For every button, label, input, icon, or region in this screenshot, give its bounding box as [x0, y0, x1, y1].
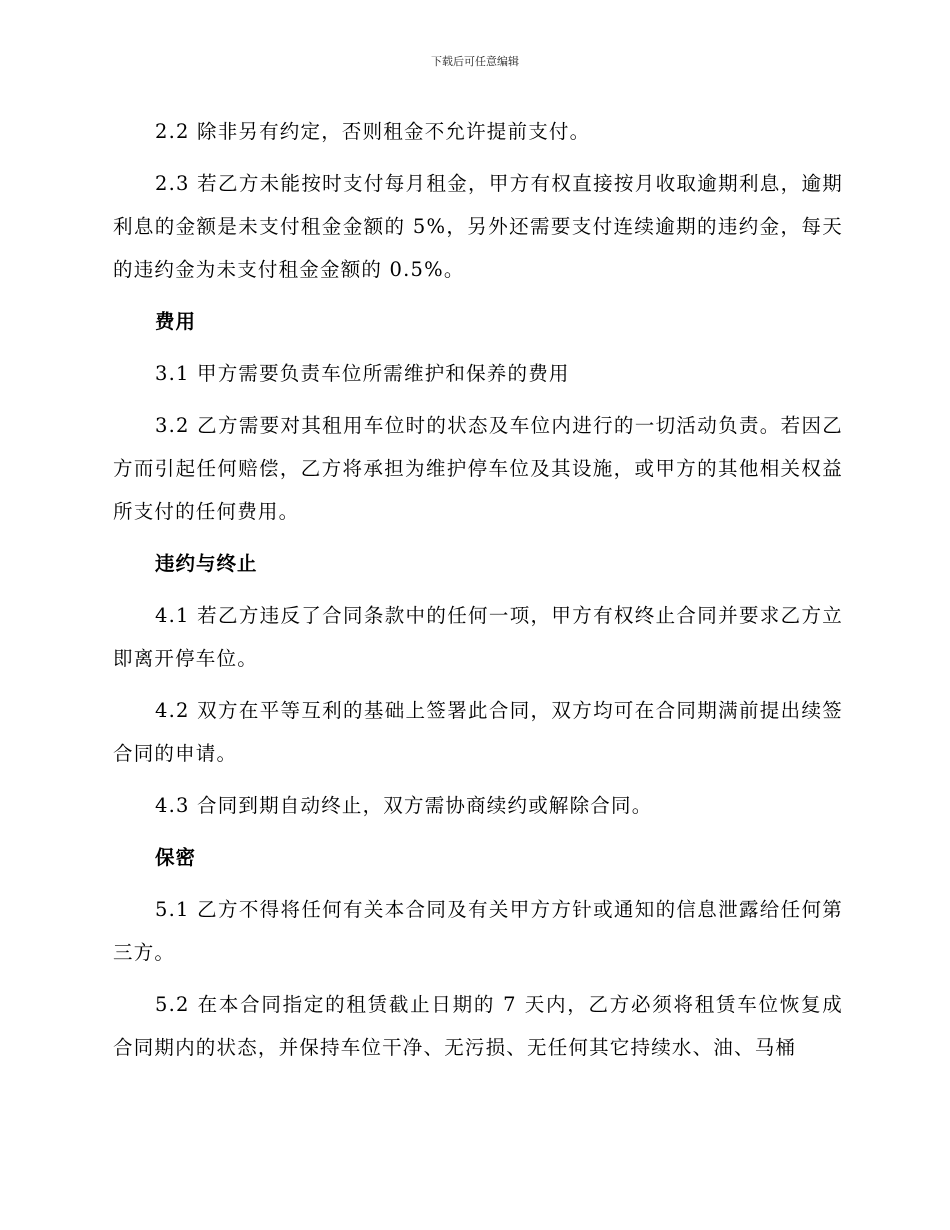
section-heading-confidentiality: 保密	[155, 846, 197, 869]
clause-2-2: 2.2 除非另有约定，否则租金不允许提前支付。	[155, 120, 591, 143]
clause-4-3: 4.3 合同到期自动终止，双方需协商续约或解除合同。	[155, 794, 653, 817]
clause-3-1: 3.1 甲方需要负责车位所需维护和保养的费用	[155, 362, 570, 385]
page-header: 下载后可任意编辑	[431, 55, 519, 68]
clause-4-2: 4.2 双方在平等互利的基础上签署此合同，双方均可在合同期满前提出续签合同的申请。	[113, 699, 843, 765]
clause-5-1: 5.1 乙方不得将任何有关本合同及有关甲方方针或通知的信息泄露给任何第三方。	[113, 898, 843, 964]
clause-2-3: 2.3 若乙方未能按时支付每月租金，甲方有权直接按月收取逾期利息，逾期利息的金额是未支付租金金额的 5%，另外还需要支付连续逾期的违约金，每天的违约金为未支付租金金额的 0.5%。	[113, 172, 843, 281]
clause-4-1: 4.1 若乙方违反了合同条款中的任何一项，甲方有权终止合同并要求乙方立即离开停车位。	[113, 604, 843, 670]
clause-5-2: 5.2 在本合同指定的租赁截止日期的 7 天内，乙方必须将租赁车位恢复成合同期内的状态，并保持车位干净、无污损、无任何其它持续水、油、马桶	[113, 993, 843, 1059]
section-heading-fees: 费用	[155, 310, 197, 333]
clause-3-2: 3.2 乙方需要对其租用车位时的状态及车位内进行的一切活动负责。若因乙方而引起任何赔偿，乙方将承担为维护停车位及其设施，或甲方的其他相关权益所支付的任何费用。	[113, 414, 843, 523]
document-body	[113, 110, 843, 1078]
section-heading-breach-termination: 违约与终止	[155, 552, 258, 575]
